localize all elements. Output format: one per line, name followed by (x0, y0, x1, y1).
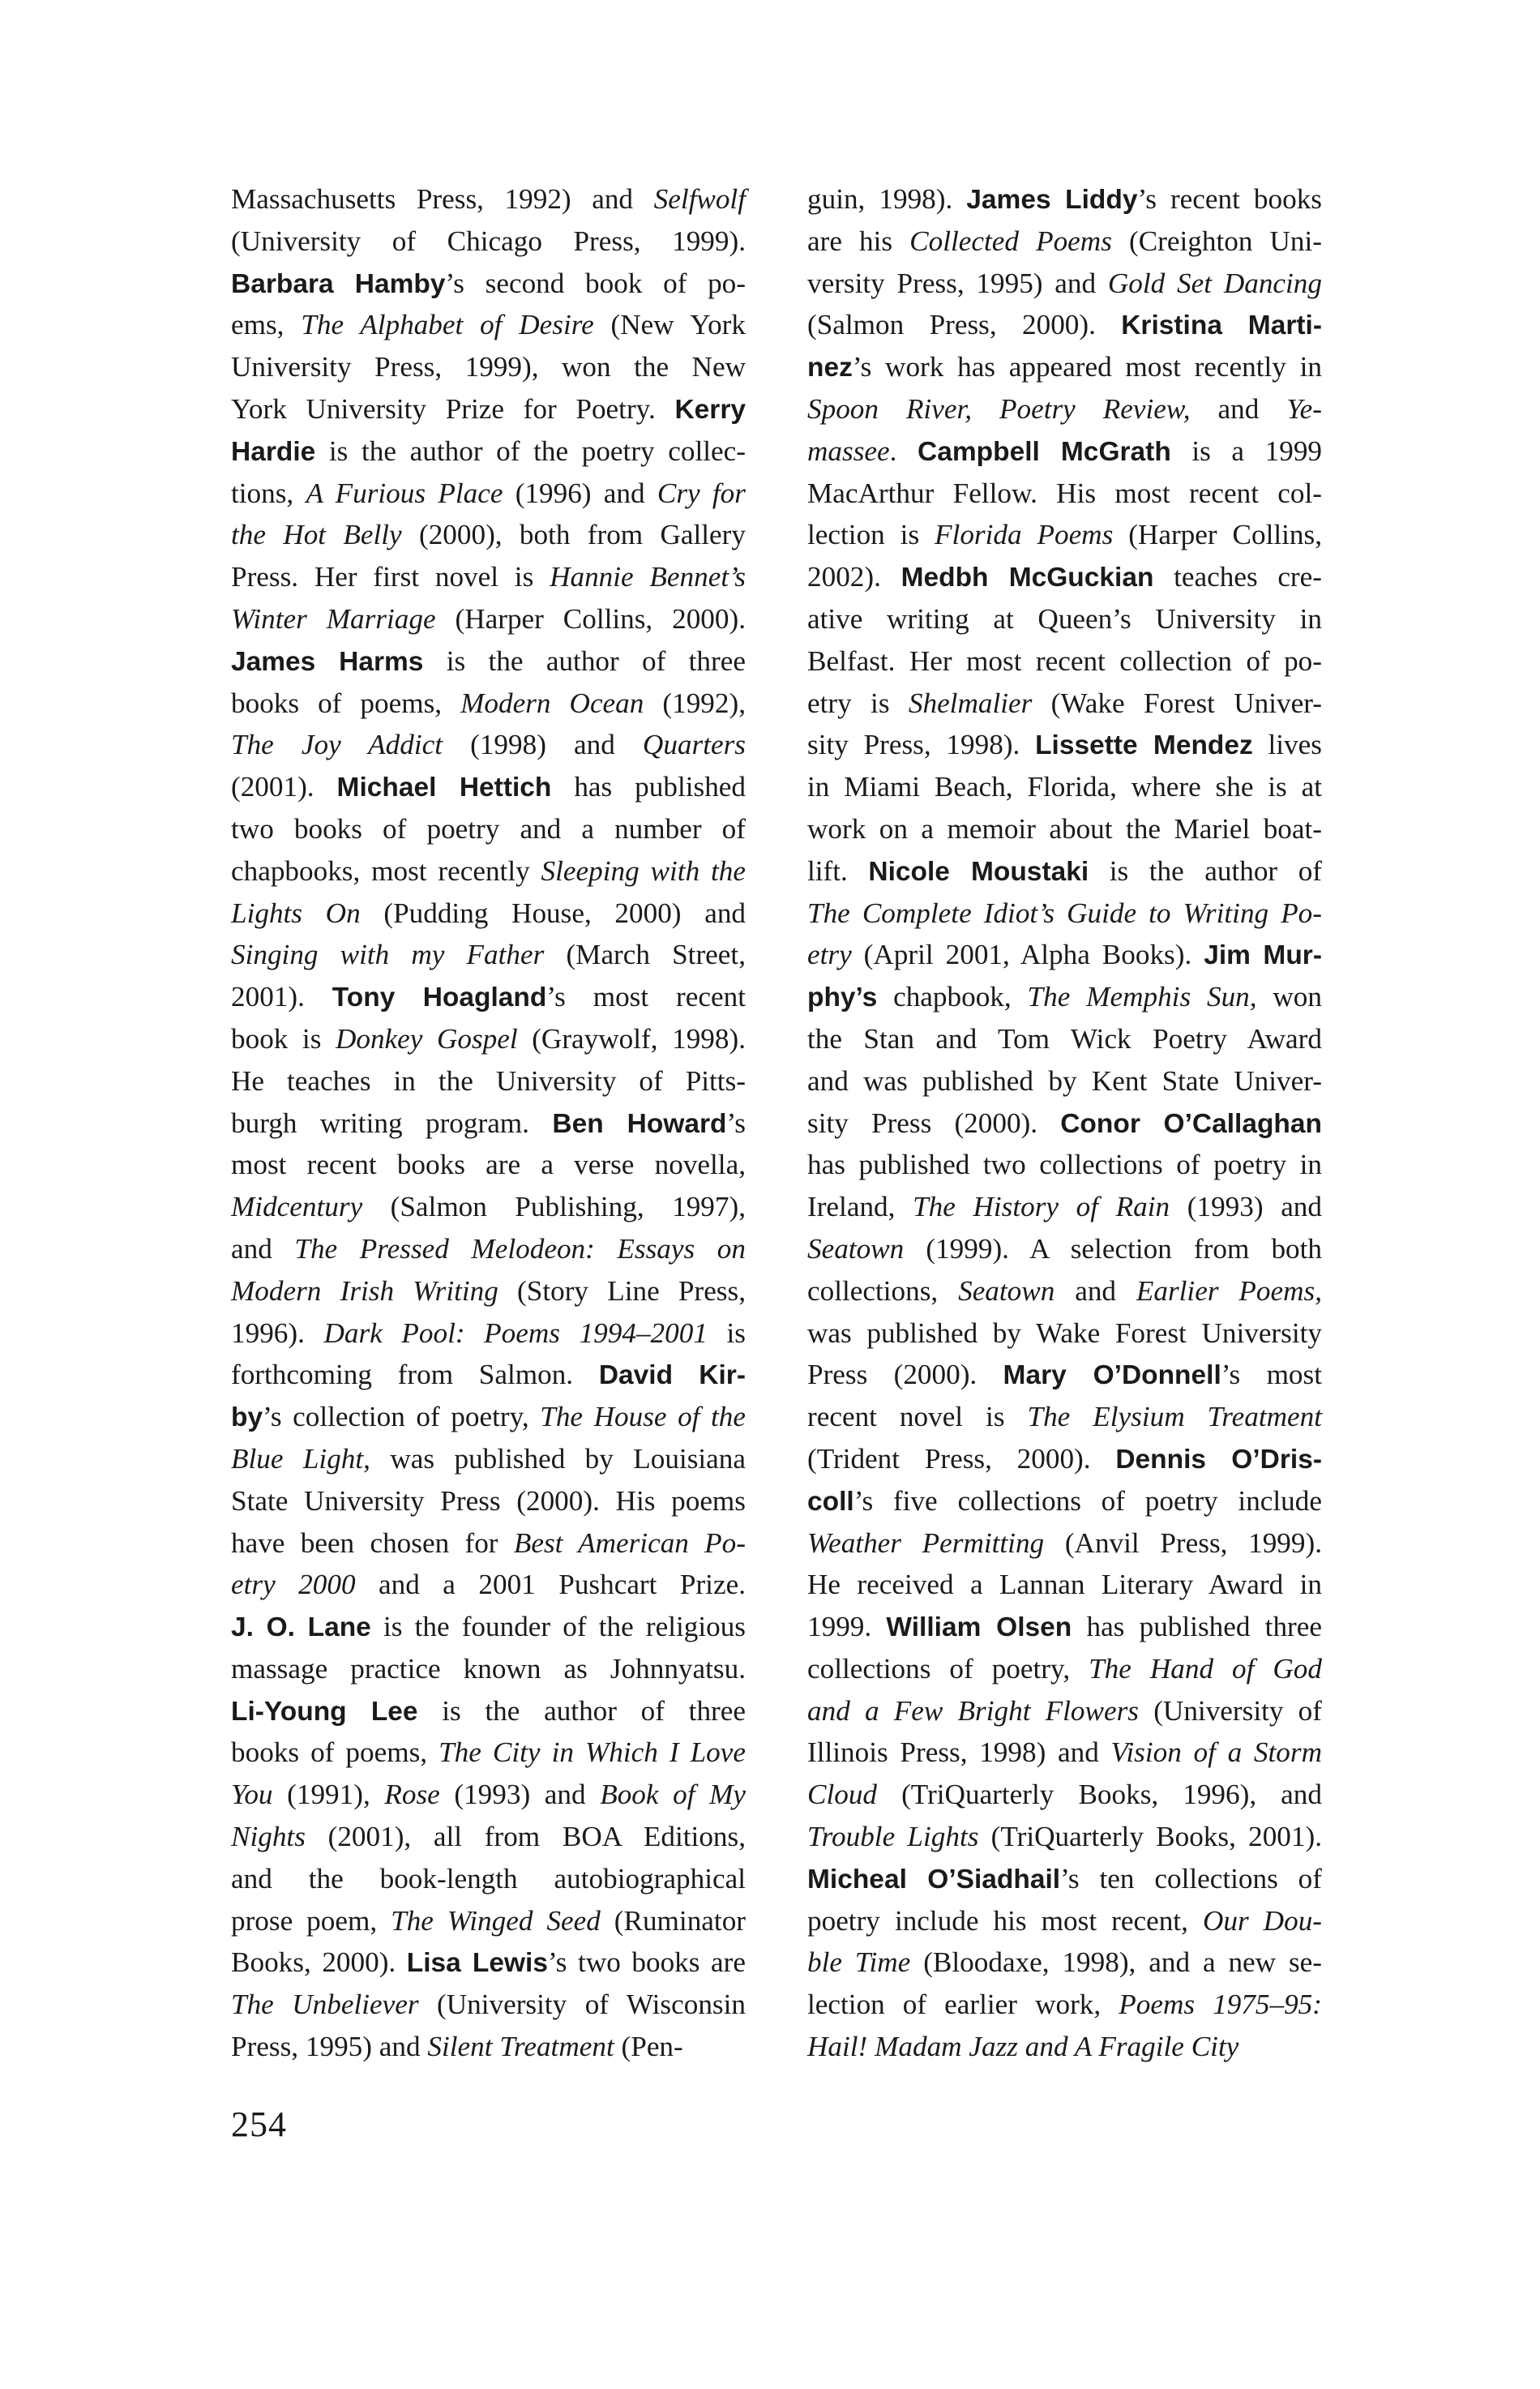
book-title: A Furious Place (306, 477, 503, 509)
text-run: the Stan and Tom Wick Poetry Award (807, 1022, 1322, 1055)
text-run: lift. (807, 854, 869, 887)
text-run: have been chosen for (231, 1526, 514, 1559)
book-title: The Elysium Treatment (1027, 1401, 1323, 1433)
text-run: (Salmon Press, 2000). (807, 309, 1122, 341)
text-line (807, 640, 1322, 683)
book-title: Rose (384, 1779, 440, 1811)
text-run: (Creighton Uni- (1111, 225, 1322, 257)
text-line (807, 1774, 1322, 1816)
author-name: Kerry (674, 394, 746, 425)
text-line (807, 1900, 1322, 1942)
book-title: etry (807, 939, 852, 971)
text-line (231, 2026, 746, 2068)
text-run: (2001), all from BOA Editions, (305, 1821, 746, 1853)
text-run: recent novel is (807, 1401, 1028, 1433)
text-line (807, 1060, 1322, 1102)
text-line (231, 1354, 746, 1396)
text-run: ’s second book of po- (445, 267, 746, 299)
text-run: Massachusetts Press, 1992) and (231, 183, 654, 215)
text-line (807, 1606, 1322, 1648)
text-line (807, 683, 1322, 725)
text-line (231, 1984, 746, 2026)
text-run: . (889, 435, 918, 467)
right-text-column (807, 178, 1322, 2068)
text-line (231, 1648, 746, 1690)
text-run: ’s (726, 1107, 746, 1139)
text-run: 2001). (231, 981, 332, 1013)
text-run: and (231, 1232, 295, 1265)
text-line (231, 220, 746, 263)
text-run: (Ruminator (600, 1904, 746, 1937)
text-line (231, 1312, 746, 1355)
text-run: (University of (1139, 1694, 1322, 1727)
text-run: (1993) and (1170, 1191, 1322, 1223)
text-run: (1999). A selection from both (904, 1232, 1322, 1265)
text-line (807, 556, 1322, 598)
text-line (807, 1396, 1322, 1438)
text-run: (University of Chicago Press, 1999). (231, 225, 746, 257)
text-run: and (1190, 392, 1287, 425)
book-title: Poems 1975–95: (1119, 1989, 1322, 2021)
text-run: lection is (807, 519, 935, 551)
book-title: Winter Marriage (231, 602, 436, 635)
text-run: ’s two books are (548, 1946, 746, 1979)
text-run: in Miami Beach, Florida, where she is at (807, 771, 1322, 803)
text-run: Illinois Press, 1998) and (807, 1736, 1111, 1769)
book-title: Hannie Bennet’s (550, 561, 746, 593)
text-run: book is (231, 1022, 336, 1055)
text-line (807, 724, 1322, 766)
text-line (807, 976, 1322, 1018)
text-line (807, 1438, 1322, 1480)
book-title: massee (807, 435, 890, 467)
text-run: is the author of (1089, 854, 1323, 887)
text-line (807, 1858, 1322, 1900)
text-run: forthcoming from Salmon. (231, 1359, 599, 1391)
text-run: (TriQuarterly Books, 2001). (978, 1821, 1322, 1853)
text-run: Press (2000). (807, 1359, 1003, 1391)
book-title: Florida Poems (935, 519, 1114, 551)
text-run: (New York (593, 309, 746, 341)
text-line (231, 1522, 746, 1565)
text-line (807, 430, 1322, 473)
text-line (231, 683, 746, 725)
text-line (231, 1564, 746, 1606)
text-line (231, 1396, 746, 1438)
text-line (231, 346, 746, 388)
author-name: coll (807, 1486, 854, 1517)
book-title: The Unbeliever (231, 1989, 419, 2021)
book-title: The Memphis Sun, (1027, 981, 1257, 1013)
text-run: ’s work has appeared most recently in (852, 351, 1322, 383)
book-title: Seatown (807, 1232, 905, 1265)
book-title: The Joy Addict (231, 729, 443, 761)
text-line (231, 850, 746, 893)
text-line (807, 934, 1322, 976)
book-title: The Hand of God (1089, 1652, 1322, 1685)
text-run: lection of earlier work, (807, 1989, 1119, 2021)
author-name: phy’s (807, 983, 878, 1013)
book-title: Book of My (600, 1779, 746, 1811)
author-name: James Harms (231, 646, 424, 677)
text-run: is a 1999 (1170, 435, 1323, 467)
author-name: Michael Hettich (336, 773, 552, 803)
text-run: teaches cre- (1153, 561, 1322, 593)
text-run: books of poems, (231, 687, 461, 719)
book-title: The House of the (540, 1401, 746, 1433)
book-title: Gold Set Dancing (1107, 267, 1322, 299)
book-title: Singing with my Father (231, 939, 545, 971)
text-line (807, 1144, 1322, 1186)
book-title: Cry for (657, 477, 746, 509)
book-title: Trouble Lights (807, 1821, 979, 1853)
book-title: Nights (231, 1821, 306, 1853)
text-line (231, 1438, 746, 1480)
text-run: and (1054, 1274, 1136, 1307)
text-line (231, 1690, 746, 1732)
text-run: chapbook, (877, 981, 1028, 1013)
book-title: Sleeping with the (541, 854, 746, 887)
text-run: prose poem, (231, 1904, 391, 1937)
text-line (807, 346, 1322, 388)
text-run: 2002). (807, 561, 901, 593)
text-line (231, 598, 746, 640)
book-title: The Alphabet of Desire (301, 309, 594, 341)
text-run: (Anvil Press, 1999). (1044, 1526, 1322, 1559)
book-title: Earlier Poems, (1136, 1274, 1322, 1307)
text-run: guin, 1998). (807, 183, 967, 215)
text-line (231, 1858, 746, 1900)
text-run: (1992), (644, 687, 746, 719)
book-title: Quarters (642, 729, 746, 761)
text-run: 1996). (231, 1317, 324, 1349)
author-name: Li-Young Lee (231, 1696, 418, 1727)
text-line (807, 1102, 1322, 1145)
text-run: won (1256, 981, 1322, 1013)
book-title: Modern Irish Writing (231, 1274, 498, 1307)
text-run: Belfast. Her most recent collection of po- (807, 644, 1322, 677)
text-run: are his (807, 225, 910, 257)
author-name: Medbh McGuckian (900, 563, 1154, 593)
text-run: (Graywolf, 1998). (517, 1022, 746, 1055)
text-run: (1996) and (503, 477, 657, 509)
book-title: Selfwolf (653, 183, 746, 215)
text-run: (Salmon Publishing, 1997), (362, 1191, 746, 1223)
text-run: versity Press, 1995) and (807, 267, 1108, 299)
text-run: most recent books are a verse novella, (231, 1149, 746, 1181)
book-title: ble Time (807, 1946, 911, 1979)
text-line (231, 430, 746, 473)
text-line (807, 598, 1322, 640)
text-line (807, 1312, 1322, 1355)
text-line (807, 1018, 1322, 1060)
author-name: David Kir- (598, 1360, 746, 1391)
text-line (231, 263, 746, 305)
text-run: (1993) and (439, 1779, 601, 1811)
book-title: Midcentury (231, 1191, 363, 1223)
text-line (231, 1606, 746, 1648)
text-line (807, 893, 1322, 935)
text-run: ’s recent books (1137, 183, 1322, 215)
text-run: (1998) and (443, 729, 643, 761)
text-line (231, 1732, 746, 1774)
text-line (231, 1270, 746, 1312)
text-run: ems, (231, 309, 302, 341)
text-run: (TriQuarterly Books, 1996), and (877, 1779, 1322, 1811)
book-title: etry 2000 (231, 1569, 356, 1601)
text-line (231, 640, 746, 683)
book-title: and a Few Bright Flowers (807, 1694, 1140, 1727)
text-line (807, 178, 1322, 220)
book-title: Weather Permitting (807, 1526, 1045, 1559)
author-name: J. O. Lane (231, 1612, 371, 1643)
text-line (807, 473, 1322, 515)
text-run: poetry include his most recent, (807, 1904, 1203, 1937)
text-line (231, 473, 746, 515)
text-run: and a 2001 Pushcart Prize. (355, 1569, 746, 1601)
text-line (231, 1102, 746, 1145)
text-run: is the author of three (423, 644, 746, 677)
book-title: Silent Treatment (427, 2031, 614, 2063)
text-line (231, 388, 746, 430)
text-line (807, 2026, 1322, 2068)
page-number: 254 (231, 2104, 287, 2144)
text-run: books of poems, (231, 1736, 439, 1769)
text-line (231, 178, 746, 220)
text-line (807, 514, 1322, 556)
text-run: ’s ten collections of (1060, 1862, 1322, 1895)
author-name: Lissette Mendez (1035, 730, 1253, 761)
book-title: Seatown (958, 1274, 1055, 1307)
text-run: is the author of three (417, 1694, 746, 1727)
text-run: is the author of the poetry collec- (315, 435, 746, 467)
text-run: (Story Line Press, (498, 1274, 746, 1307)
text-run: sity Press, 1998). (807, 729, 1036, 761)
text-line (231, 1816, 746, 1858)
text-line (807, 808, 1322, 850)
author-name: Mary O’Donnell (1003, 1360, 1221, 1391)
text-run: ’s collection of poetry, (263, 1401, 541, 1433)
text-line (807, 1186, 1322, 1228)
text-line (807, 1732, 1322, 1774)
text-line (807, 1270, 1322, 1312)
text-run: (Wake Forest Univer- (1032, 687, 1322, 719)
book-title: Blue Light, (231, 1442, 370, 1475)
text-run: State University Press (2000). His poems (231, 1484, 746, 1517)
text-line (231, 1228, 746, 1270)
text-line (807, 1690, 1322, 1732)
text-run: and was published by Kent State Univer- (807, 1064, 1322, 1097)
book-title: Hail! Madam Jazz and A Fragile City (807, 2031, 1239, 2063)
book-title: Dark Pool: Poems 1994–2001 (323, 1317, 708, 1349)
text-run: collections, (807, 1274, 959, 1307)
text-line (231, 1900, 746, 1942)
text-line (231, 1186, 746, 1228)
text-run: has published two collections of poetry in (807, 1149, 1322, 1181)
book-title: The History of Rain (913, 1191, 1170, 1223)
text-line (231, 556, 746, 598)
author-name: William Olsen (886, 1612, 1072, 1643)
book-title: Shelmalier (908, 687, 1033, 719)
text-line (231, 304, 746, 346)
text-run: (Pudding House, 2000) and (360, 897, 746, 929)
book-title: You (231, 1779, 273, 1811)
book-title: Spoon River, Poetry Review, (807, 392, 1191, 425)
text-line (231, 934, 746, 976)
text-run: and the book-length autobiographical (231, 1862, 746, 1895)
text-line (807, 263, 1322, 305)
text-run: York University Prize for Poetry. (231, 392, 675, 425)
text-run: etry is (807, 687, 909, 719)
author-name: Conor O’Callaghan (1060, 1108, 1322, 1139)
text-line (807, 1480, 1322, 1522)
text-run: was published by Louisiana (370, 1442, 746, 1475)
author-name: Hardie (231, 436, 316, 467)
text-line (231, 724, 746, 766)
text-line (807, 1354, 1322, 1396)
author-name: Lisa Lewis (406, 1948, 548, 1979)
book-title: The Complete Idiot’s Guide to Writing Po- (807, 897, 1322, 929)
book-title: Donkey Gospel (335, 1022, 518, 1055)
author-name: Nicole Moustaki (868, 856, 1089, 887)
text-run: (1991), (272, 1779, 385, 1811)
text-run: tions, (231, 477, 306, 509)
author-name: by (231, 1402, 263, 1433)
text-run: University Press, 1999), won the New (231, 351, 746, 383)
text-line (231, 1942, 746, 1984)
text-line (231, 976, 746, 1018)
text-run: (Harper Collins, (1113, 519, 1322, 551)
text-run: ’s five collections of poetry include (853, 1484, 1322, 1517)
text-line (231, 808, 746, 850)
text-run: chapbooks, most recently (231, 854, 541, 887)
text-run: lives (1252, 729, 1322, 761)
text-run: is (707, 1317, 746, 1349)
text-run: He received a Lannan Literary Award in (807, 1569, 1322, 1601)
text-run: was published by Wake Forest University (807, 1317, 1322, 1349)
author-name: Jim Mur- (1204, 940, 1322, 971)
text-run: He teaches in the University of Pitts- (231, 1064, 746, 1097)
text-run: ative writing at Queen’s University in (807, 602, 1322, 635)
text-run: (April 2001, Alpha Books). (851, 939, 1204, 971)
author-name: Kristina Marti- (1121, 310, 1322, 341)
text-line (231, 1774, 746, 1816)
text-line (807, 1816, 1322, 1858)
text-run: work on a memoir about the Mariel boat- (807, 812, 1322, 845)
text-line (231, 766, 746, 808)
text-line (807, 1648, 1322, 1690)
book-title: Modern Ocean (460, 687, 644, 719)
book-title: The City in Which I Love (438, 1736, 746, 1769)
text-run: MacArthur Fellow. His most recent col- (807, 477, 1322, 509)
text-line (807, 1228, 1322, 1270)
text-line (807, 1564, 1322, 1606)
text-run: massage practice known as Johnnyatsu. (231, 1652, 746, 1685)
author-name: nez (807, 353, 853, 383)
text-run: (2000), both from Gallery (401, 519, 746, 551)
text-line (231, 893, 746, 935)
text-run: ’s most (1221, 1359, 1323, 1391)
author-name: Micheal O’Siadhail (807, 1864, 1061, 1895)
author-name: Campbell McGrath (918, 436, 1171, 467)
text-run: burgh writing program. (231, 1107, 553, 1139)
text-run: (Bloodaxe, 1998), and a new se- (910, 1946, 1322, 1979)
text-line (807, 1942, 1322, 1984)
text-line (807, 304, 1322, 346)
text-line (807, 766, 1322, 808)
book-title: Our Dou- (1202, 1904, 1322, 1937)
text-run: is the founder of the religious (370, 1611, 746, 1643)
book-title: The Pressed Melodeon: Essays on (294, 1232, 746, 1265)
text-line (231, 1060, 746, 1102)
author-name: Barbara Hamby (231, 268, 446, 299)
text-run: Books, 2000). (231, 1946, 407, 1979)
text-line (807, 388, 1322, 430)
author-name: James Liddy (966, 185, 1138, 215)
text-line (231, 1144, 746, 1186)
text-run: Press. Her first novel is (231, 561, 550, 593)
author-name: Ben Howard (552, 1108, 727, 1139)
book-title: Vision of a Storm (1110, 1736, 1322, 1769)
text-line (231, 514, 746, 556)
book-title: Ye- (1286, 392, 1322, 425)
text-line (807, 850, 1322, 893)
text-run: two books of poetry and a number of (231, 812, 746, 845)
text-run: Ireland, (807, 1191, 913, 1223)
text-run: (Pen- (614, 2031, 683, 2063)
author-name: Tony Hoagland (332, 983, 547, 1013)
book-title: Cloud (807, 1779, 878, 1811)
text-run: (March Street, (544, 939, 746, 971)
book-title: the Hot Belly (231, 519, 402, 551)
text-run: sity Press (2000). (807, 1107, 1061, 1139)
text-line (807, 1522, 1322, 1565)
left-text-column (231, 178, 746, 2068)
book-title: Lights On (231, 897, 361, 929)
text-run: has published (551, 771, 746, 803)
text-run: has published three (1072, 1611, 1323, 1643)
text-line (231, 1018, 746, 1060)
text-run: (University of Wisconsin (418, 1989, 746, 2021)
text-run: ’s most recent (546, 981, 746, 1013)
book-title: Best American Po- (513, 1526, 746, 1559)
text-line (807, 1984, 1322, 2026)
text-line (807, 220, 1322, 263)
text-run: (2001). (231, 771, 337, 803)
book-title: Collected Poems (909, 225, 1112, 257)
text-run: (Harper Collins, 2000). (435, 602, 746, 635)
text-run: (Trident Press, 2000). (807, 1442, 1116, 1475)
text-run: collections of poetry, (807, 1652, 1089, 1685)
text-run: 1999. (807, 1611, 887, 1643)
author-name: Dennis O’Dris- (1115, 1444, 1323, 1475)
book-title: The Winged Seed (391, 1904, 601, 1937)
text-run: Press, 1995) and (231, 2031, 428, 2063)
text-line (231, 1480, 746, 1522)
